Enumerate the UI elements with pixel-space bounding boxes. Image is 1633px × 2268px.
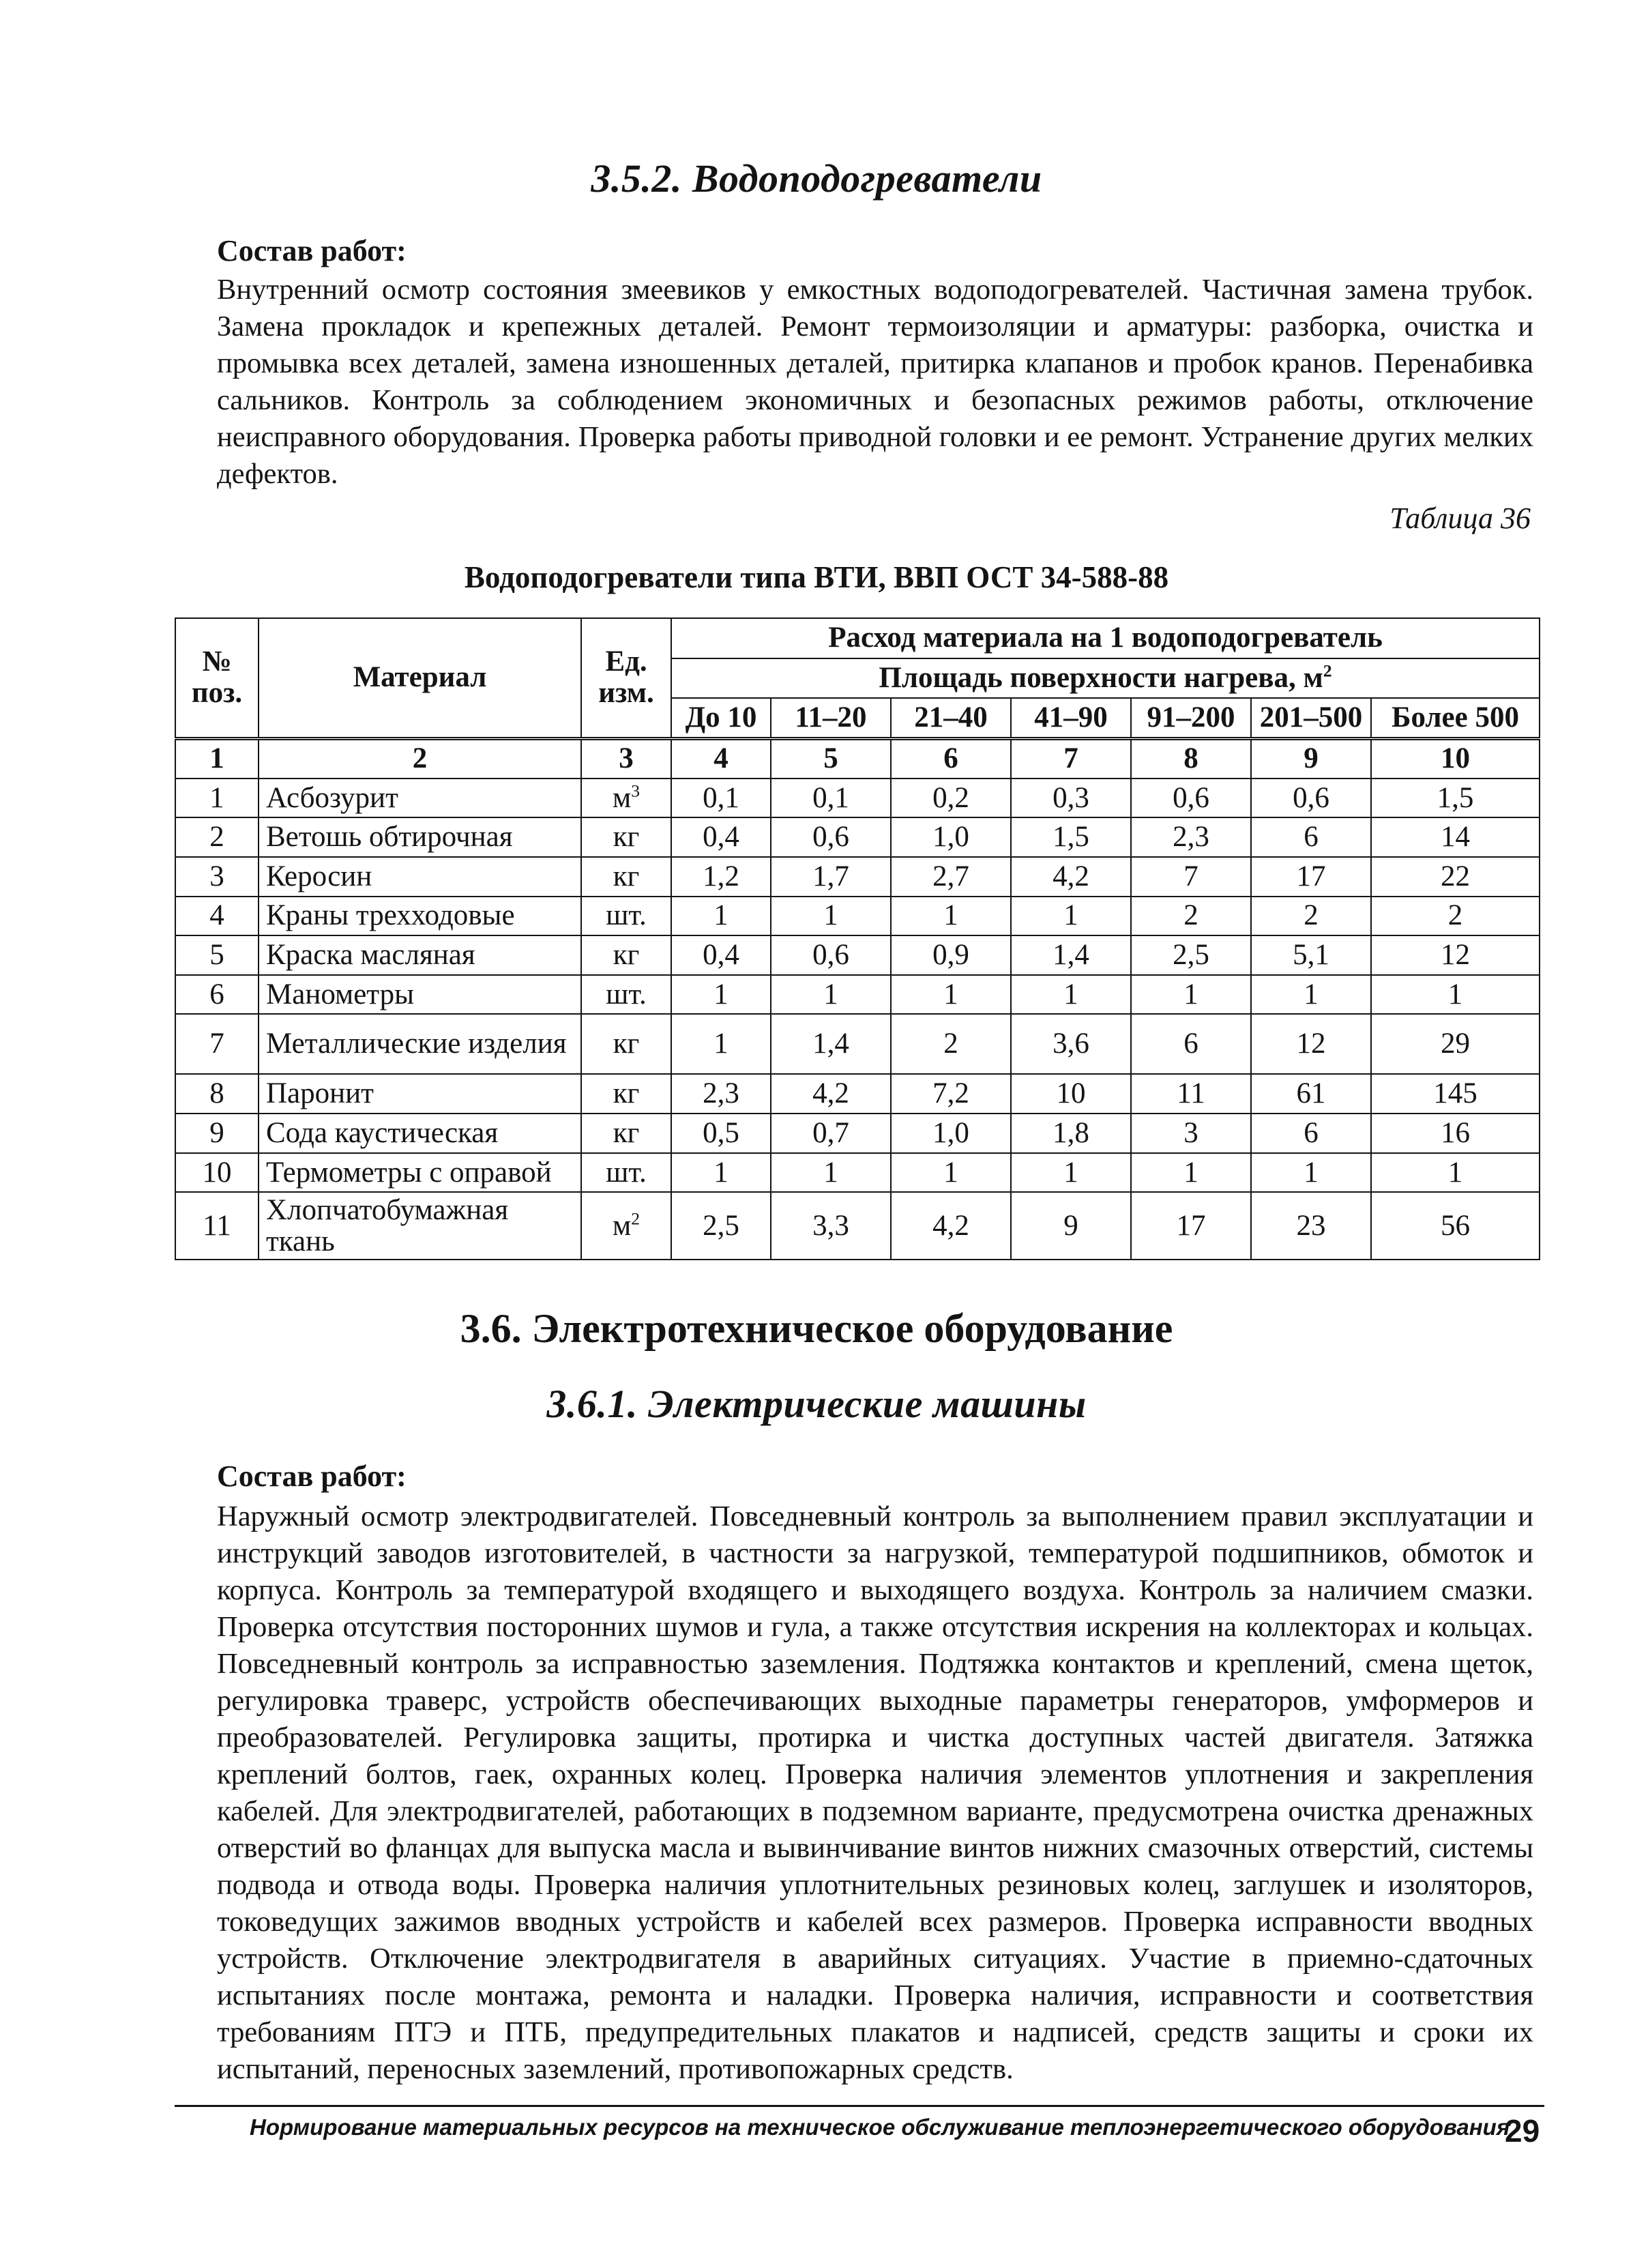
cell-value: 1 (1371, 1153, 1540, 1193)
header-material: Материал (259, 618, 581, 738)
cell-value: 0,6 (771, 817, 891, 857)
column-number: 4 (671, 738, 771, 779)
cell-value: 1 (771, 897, 891, 936)
cell-material: Ветошь обтирочная (259, 817, 581, 857)
header-range: 11–20 (771, 698, 891, 738)
cell-value: 3,6 (1011, 1014, 1131, 1074)
cell-value: 0,6 (1131, 779, 1251, 818)
cell-value: 1,0 (891, 817, 1011, 857)
column-number: 1 (175, 738, 259, 779)
column-number: 3 (581, 738, 671, 779)
works-label: Состав работ: (217, 234, 407, 267)
cell-value: 4,2 (771, 1074, 891, 1114)
cell-material: Термометры с оправой (259, 1153, 581, 1193)
cell-unit: шт. (581, 897, 671, 936)
column-number: 2 (259, 738, 581, 779)
cell-value: 1 (1371, 975, 1540, 1015)
works-paragraph-2: Наружный осмотр электродвигателей. Повседневный контроль за выполнением правил эксплуатации и инструкций заводов изготовителей, в частности за нагрузкой, температурой подшипников, обмоток и корпуса. Контроль за температурой входящего и выходящего воздуха. Контроль за наличием смазки. Проверка отсутствия посторонних шумов и гула, а также отсутствия искрения на коллекторах и кольцах. Повседневный контроль за исправностью заземления. Подтяжка контактов и креплений, смена щеток, регулировка траверс, устройств обеспечивающих выходные параметры генераторов, умформеров и преобразователей. Регулировка защиты, протирка и чистка доступных частей двигателя. Затяжка креплений болтов, гаек, охранных колец. Проверка наличия элементов уплотнения и закрепления кабелей. Для электродвигателей, работающих в подземном варианте, предусмотрена очистка дренажных отверстий во фланцах для выпуска масла и вывинчивание винтов нижних смазочных отверстий, системы подвода и отвода воды. Проверка наличия уплотнительных резиновых колец, заглушек и изоляторов, токоведущих зажимов вводных устройств и кабелей всех размеров. Проверка исправности вводных устройств. Отключение электродвигателя в аварийных ситуациях. Участие в приемно-сдаточных испытаниях после монтажа, ремонта и наладки. Проверка наличия, исправности и соответствия требованиям ПТЭ и ПТБ, предупредительных плакатов и надписей, средств защиты и сроки их испытаний, переносных заземлений, противопожарных средств. (217, 1500, 1533, 2085)
cell-pos: 7 (175, 1014, 259, 1074)
cell-value: 1 (1011, 1153, 1131, 1193)
cell-material: Краны трехходовые (259, 897, 581, 936)
cell-value: 0,6 (771, 935, 891, 975)
cell-value: 5,1 (1251, 935, 1371, 975)
column-number: 6 (891, 738, 1011, 779)
cell-value: 1 (671, 1014, 771, 1074)
cell-value: 0,9 (891, 935, 1011, 975)
cell-value: 3 (1131, 1114, 1251, 1153)
cell-value: 12 (1371, 935, 1540, 975)
cell-value: 56 (1371, 1192, 1540, 1260)
table-row (175, 1192, 1540, 1260)
cell-value: 0,4 (671, 935, 771, 975)
cell-pos: 6 (175, 975, 259, 1015)
header-range: До 10 (671, 698, 771, 738)
cell-value: 1 (671, 975, 771, 1015)
cell-value: 1 (891, 897, 1011, 936)
cell-material: Хлопчатобумажная ткань (259, 1192, 581, 1260)
cell-value: 2,5 (1131, 935, 1251, 975)
cell-value: 0,6 (1251, 779, 1371, 818)
header-range: 41–90 (1011, 698, 1131, 738)
cell-value: 1 (1131, 975, 1251, 1015)
header-pos: № поз. (175, 618, 259, 738)
cell-value: 4,2 (1011, 857, 1131, 897)
cell-unit: $м^2$ (581, 1192, 671, 1260)
cell-value: 17 (1131, 1192, 1251, 1260)
cell-value: 10 (1011, 1074, 1131, 1114)
cell-material: Сода каустическая (259, 1114, 581, 1153)
materials-table (175, 617, 1540, 1260)
header-range: Более 500 (1371, 698, 1540, 738)
cell-value: 1 (771, 1153, 891, 1193)
cell-value: 2,3 (1131, 817, 1251, 857)
cell-pos: 10 (175, 1153, 259, 1193)
cell-material: Металлические изделия (259, 1014, 581, 1074)
cell-value: 0,1 (771, 779, 891, 818)
header-consumption: Расход материала на 1 водоподогреватель (671, 618, 1540, 658)
works-paragraph: Внутренний осмотр состояния змеевиков у емкостных водоподогревателей. Частичная замена трубок. Замена прокладок и крепежных деталей. Ремонт термоизоляции и арматуры: разборка, очистка и промывка всех деталей, замена изношенных деталей, притирка клапанов и пробок кранов. Перенабивка сальников. Контроль за соблюдением экономичных и безопасных режимов работы, отключение неисправного оборудования. Проверка работы приводной головки и ее ремонт. Устранение других мелких дефектов. (217, 274, 1533, 490)
cell-value: 0,1 (671, 779, 771, 818)
cell-pos: 9 (175, 1114, 259, 1153)
column-number: 5 (771, 738, 891, 779)
cell-value: 12 (1251, 1014, 1371, 1074)
header-area: Площадь поверхности нагрева, $м^2$ (671, 658, 1540, 699)
cell-material: Паронит (259, 1074, 581, 1114)
table-row (175, 817, 1540, 857)
cell-value: 2,7 (891, 857, 1011, 897)
cell-pos: 11 (175, 1192, 259, 1260)
cell-value: 1 (1251, 1153, 1371, 1193)
cell-value: 6 (1251, 817, 1371, 857)
cell-value: 1,2 (671, 857, 771, 897)
cell-value: 1,7 (771, 857, 891, 897)
cell-value: 1 (891, 975, 1011, 1015)
footer-rule (175, 2105, 1544, 2107)
cell-unit: шт. (581, 975, 671, 1015)
table-row (175, 1014, 1540, 1074)
cell-unit: кг (581, 1074, 671, 1114)
cell-unit: $м^3$ (581, 779, 671, 818)
header-range: 91–200 (1131, 698, 1251, 738)
cell-value: 17 (1251, 857, 1371, 897)
table-row (175, 897, 1540, 936)
cell-value: 2 (1371, 897, 1540, 936)
cell-value: 1 (671, 897, 771, 936)
cell-value: 1 (771, 975, 891, 1015)
cell-value: 0,3 (1011, 779, 1131, 818)
cell-unit: кг (581, 1114, 671, 1153)
cell-value: 2 (1131, 897, 1251, 936)
cell-value: 1 (1251, 975, 1371, 1015)
cell-value: 7,2 (891, 1074, 1011, 1114)
column-number: 9 (1251, 738, 1371, 779)
cell-value: 2 (891, 1014, 1011, 1074)
cell-value: 1 (1131, 1153, 1251, 1193)
cell-value: 2,5 (671, 1192, 771, 1260)
cell-value: 1 (1011, 975, 1131, 1015)
cell-pos: 8 (175, 1074, 259, 1114)
cell-value: 1,4 (1011, 935, 1131, 975)
table-number: Таблица 36 (1389, 501, 1531, 535)
cell-material: Манометры (259, 975, 581, 1015)
column-number: 7 (1011, 738, 1131, 779)
cell-value: 1,4 (771, 1014, 891, 1074)
cell-unit: кг (581, 817, 671, 857)
cell-value: 1,5 (1371, 779, 1540, 818)
cell-value: 11 (1131, 1074, 1251, 1114)
table-row (175, 1114, 1540, 1153)
footer-text: Нормирование материальных ресурсов на техническое обслуживание теплоэнергетического оборудования (250, 2114, 1510, 2140)
cell-material: Керосин (259, 857, 581, 897)
cell-value: 22 (1371, 857, 1540, 897)
cell-value: 0,2 (891, 779, 1011, 818)
cell-value: 3,3 (771, 1192, 891, 1260)
cell-value: 14 (1371, 817, 1540, 857)
header-unit: Ед. изм. (581, 618, 671, 738)
cell-value: 1 (671, 1153, 771, 1193)
cell-value: 61 (1251, 1074, 1371, 1114)
cell-value: 7 (1131, 857, 1251, 897)
cell-value: 1,0 (891, 1114, 1011, 1153)
table-title: Водоподогреватели типа ВТИ, ВВП ОСТ 34-588-88 (464, 560, 1169, 594)
works-label-2: Состав работ: (217, 1459, 407, 1493)
section-heading-3-6-1: 3.6.1. Электрические машины (546, 1382, 1087, 1426)
cell-pos: 3 (175, 857, 259, 897)
header-range: 21–40 (891, 698, 1011, 738)
cell-value: 145 (1371, 1074, 1540, 1114)
cell-value: 9 (1011, 1192, 1131, 1260)
section-heading-3-5-2: 3.5.2. Водоподогреватели (591, 156, 1042, 201)
cell-value: 1 (891, 1153, 1011, 1193)
cell-value: 6 (1131, 1014, 1251, 1074)
cell-value: 16 (1371, 1114, 1540, 1153)
table-row (175, 935, 1540, 975)
cell-pos: 1 (175, 779, 259, 818)
cell-value: 2,3 (671, 1074, 771, 1114)
cell-pos: 5 (175, 935, 259, 975)
cell-value: 0,7 (771, 1114, 891, 1153)
section-heading-3-6: 3.6. Электротехническое оборудование (460, 1306, 1173, 1351)
cell-unit: кг (581, 1014, 671, 1074)
page-number: 29 (1505, 2113, 1540, 2149)
table-row (175, 779, 1540, 818)
column-number: 10 (1371, 738, 1540, 779)
cell-material: Асбозурит (259, 779, 581, 818)
cell-unit: кг (581, 857, 671, 897)
cell-value: 1,8 (1011, 1114, 1131, 1153)
cell-pos: 4 (175, 897, 259, 936)
column-number: 8 (1131, 738, 1251, 779)
cell-unit: шт. (581, 1153, 671, 1193)
cell-value: 1,5 (1011, 817, 1131, 857)
cell-value: 29 (1371, 1014, 1540, 1074)
cell-value: 0,5 (671, 1114, 771, 1153)
cell-unit: кг (581, 935, 671, 975)
cell-value: 1 (1011, 897, 1131, 936)
cell-value: 2 (1251, 897, 1371, 936)
table-row (175, 1153, 1540, 1193)
header-range: 201–500 (1251, 698, 1371, 738)
cell-material: Краска масляная (259, 935, 581, 975)
table-row (175, 1074, 1540, 1114)
cell-pos: 2 (175, 817, 259, 857)
cell-value: 23 (1251, 1192, 1371, 1260)
cell-value: 6 (1251, 1114, 1371, 1153)
cell-value: 4,2 (891, 1192, 1011, 1260)
cell-value: 0,4 (671, 817, 771, 857)
table-row (175, 857, 1540, 897)
table-row (175, 975, 1540, 1015)
